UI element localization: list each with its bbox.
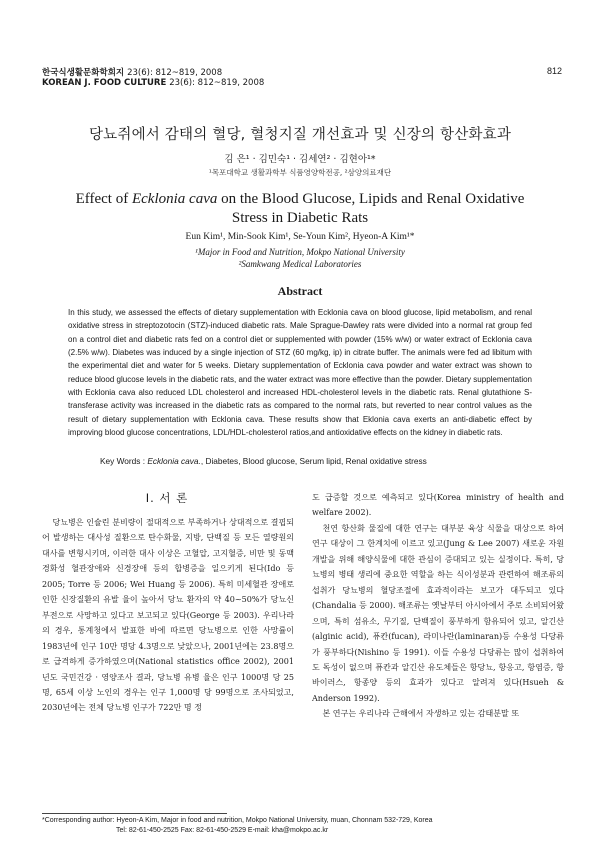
right-column: [312, 490, 564, 722]
footnote-divider: [42, 813, 227, 814]
journal-header-korean: [42, 66, 222, 78]
authors-english: Eun Kim¹, Min-Sook Kim¹, Se-Youn Kim², Hyeon-A Kim¹*: [185, 232, 415, 242]
journal-name-english: KOREAN J. FOOD CULTURE: [42, 78, 167, 88]
footnote-corresponding-author: *Corresponding author: Hyeon-A Kim, Major in food and nutrition, Mokpo National University, muan, Chonnam 532-729, Korea: [42, 817, 433, 824]
authors-korean: 김 은¹ · 김민숙¹ · 김세연² · 김현아¹*: [224, 154, 376, 165]
abstract-heading: Abstract: [277, 284, 323, 298]
right-paragraph-1: 도 급증할 것으로 예측되고 있다(Korea ministry of health and welfare 2002).: [312, 493, 564, 518]
journal-header-english: [42, 78, 264, 88]
abstract-text: In this study, we assessed the effects of dietary supplementation with Ecklonia cava on blood glucose, lipid metabolism, and renal oxidative stress in streptozotocin (STZ)-induced diabetic rats. Male Sprague-Dawley rats were divided into a normal rat group fed on a control diet and diabetic rats fed on a control diet or supplemented with powder (15% w/w) or water extract of Ecklonia cava (2.5% w/w). Diabetes was induced by a single injection of STZ (60 mg/kg, ip) in citrate buffer. The animals were fed ad libitum with the experimental diet and water for 5 weeks. Dietary supplementation of Ecklonia cava powder and water extract was shown to reduce blood glucose levels in the diabetic rats, and the water extract was more effective than the powder. Dietary supplementation with Ecklonia cava also reduced LDL cholesterol and increased HDL-cholesterol levels in the diabetic rats. Renal glutathione S-transferase activity was increased in the diabetic rats as compared to the normal rats, but reverted to near control values as the result of dietary supplementation with Ecklonia cava. These results show that Eklonia cava exerts an anti-diabetic effect by improving blood glucose concentrations, LDL/HDL-cholesterol ratios,and antioxidative effects on the kidney in diabetic rats.: [68, 308, 532, 438]
title-english-part2: on the Blood Glucose, Lipids and Renal Oxidative: [217, 191, 525, 207]
affiliation-english-2: ²Samkwang Medical Laboratories: [238, 259, 362, 269]
keywords-species: Ecklonia cava.: [147, 456, 201, 466]
footnote-contact: Tel: 82-61-450-2525 Fax: 82-61-450-2529 E-mail: kha@mokpo.ac.kr: [116, 827, 329, 834]
journal-volume-english: 23(6): 812~819, 2008: [169, 78, 265, 88]
right-paragraph-2: 천연 항산화 물질에 대한 연구는 대부분 육상 식물을 대상으로 하여 연구 대상이 그 한계치에 이르고 있고(Jung & Lee 2007) 새로운 자원개발을 위해 해양식물에 대한 관심이 증대되고 있는 실정이다. 특히, 당뇨병의 병태 생리에 중요한 역할을 하는 식이성분과 관련하여 해조류의 섭취가 당뇨병의 혈당조절에 효과적이라는 보고가 대두되고 있다(Chandalia 등 2000). 해조류는 옛날부터 아시아에서 주로 소비되어왔으며, 특히 섬유소, 무기질, 단백질이 풍부하게 함유되어 있고, 알긴산(alginic acid), 퓨칸(fucan), 라미나란(laminaran)등 수용성 다당류가 풍부하다(Nishino 등 1991). 이들 수용성 다당류는 많이 섭취하여도 독성이 없으며 퓨칸과 알긴산 유도체들은 항당뇨, 항응고, 항염증, 항바이러스, 항종양 등의 효과가 있다고 알려져 있다(Hsueh & Anderson 1992).: [312, 523, 564, 703]
right-paragraph-3: 본 연구는 우리나라 근해에서 자생하고 있는 감태분말 또: [322, 709, 520, 719]
page-number: 812: [546, 66, 562, 76]
affiliation-english: [0, 246, 600, 270]
journal-name-korean: 한국식생활문화학회지: [42, 68, 125, 78]
journal-volume-korean: 23(6): 812~819, 2008: [127, 68, 223, 78]
left-paragraph-1: 당뇨병은 인슐린 분비량이 절대적으로 부족하거나 상대적으로 결핍되어 발생하는 대사성 질환으로 탄수화물, 지방, 단백질 등 모든 열량원의 대사를 변형시키며, 이러한 대사 이상은 고혈압, 고지혈증, 비만 및 동맥경화성 혈관장애와 신경장애 등의 합병증을 일으키게 된다(Ido 등 2005; Torre 등 2006; Wei Huang 등 2006). 특히 미세혈관 장애로 인한 신장질환의 유발 율이 높아서 당뇨 환자의 약 40~50%가 당뇨신부전으로 사망하고 있다고 보고되고 있다(George 등 2003). 우리나라의 경우, 통계청에서 발표한 바에 따르면 당뇨병으로 인한 사망률이 1983년에 인구 10만 명당 4.3명으로 낮았으나, 2001년에는 23.8명으로 급격하게 증가하였으며(National statistics office 2002), 2001년도 국민건강 · 영양조사 결과, 당뇨병 유병 율은 인구 1000명 당 25명, 65세 이상 노인의 경우는 인구 1,000명 당 99명으로 조사되었고, 2030년에는 전체 당뇨병 인구가 722만 명 정: [42, 518, 294, 713]
left-column: [42, 515, 294, 716]
title-english-species: Ecklonia cava: [131, 191, 218, 207]
title-korean: 당뇨쥐에서 감태의 혈당, 혈청지질 개선효과 및 신장의 항산화효과: [88, 127, 512, 143]
affiliation-english-1: ¹Major in Food and Nutrition, Mokpo National University: [195, 247, 405, 257]
keywords-label: Key Words :: [100, 456, 148, 466]
keywords-list: , Diabetes, Blood glucose, Serum lipid, Renal oxidative stress: [200, 456, 427, 466]
section-heading-introduction: Ⅰ. 서 론: [145, 491, 189, 505]
affiliation-korean: ¹목포대학교 생활과학부 식품영양학전공, ²삼양의료재단: [208, 168, 392, 177]
title-english-part1: Effect of: [75, 191, 132, 207]
keywords: [100, 456, 540, 466]
title-english: [0, 190, 600, 228]
title-english-line2: Stress in Diabetic Rats: [231, 210, 369, 226]
